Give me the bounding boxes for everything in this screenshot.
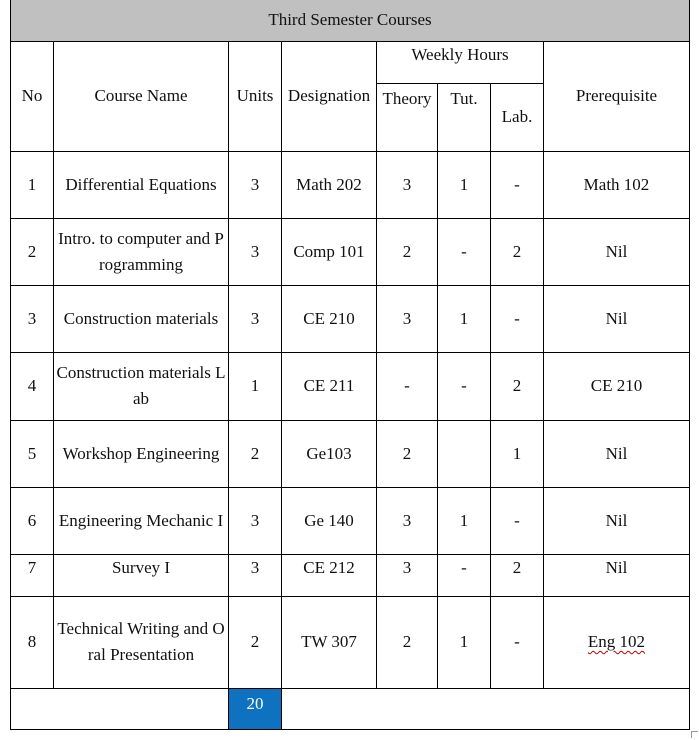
header-prerequisite: Prerequisite — [544, 41, 690, 151]
header-lab: Lab. — [491, 83, 544, 151]
header-weekly-hours: Weekly Hours — [377, 41, 544, 83]
table-row — [11, 596, 690, 688]
cell-course-name: Intro. to computer and Programming — [54, 218, 229, 285]
cell-course-name[interactable]: Construction materials Lab — [54, 352, 229, 420]
table-row — [11, 554, 690, 596]
cell-prerequisite — [544, 596, 690, 688]
table-row — [11, 352, 690, 420]
cell-no: 4 — [11, 352, 54, 420]
cell-tut: 1 — [438, 487, 491, 554]
table-title: Third Semester Courses — [11, 0, 690, 41]
cell-prerequisite: CE 210 — [544, 352, 690, 420]
cell-theory: 3 — [377, 151, 438, 218]
cell-lab: - — [491, 487, 544, 554]
cell-prerequisite: Nil — [544, 554, 690, 596]
cell-course-name: Construction materials — [54, 285, 229, 352]
cell-lab: - — [491, 151, 544, 218]
cell-tut: - — [438, 218, 491, 285]
cell-no: 2 — [11, 218, 54, 285]
header-course-name: Course Name — [54, 41, 229, 151]
cell-theory: 3 — [377, 554, 438, 596]
misspelled-word[interactable]: Eng 102 — [587, 632, 646, 651]
table-row — [11, 218, 690, 285]
cell-no: 8 — [11, 596, 54, 688]
cell-units: 3 — [229, 151, 282, 218]
total-label-empty — [11, 688, 229, 729]
cell-theory: 3 — [377, 285, 438, 352]
cell-units: 1 — [229, 352, 282, 420]
cell-lab: - — [491, 285, 544, 352]
cell-prerequisite: Nil — [544, 420, 690, 487]
cell-tut: - — [438, 352, 491, 420]
cell-no: 5 — [11, 420, 54, 487]
cell-lab: - — [491, 596, 544, 688]
cell-units: 3 — [229, 218, 282, 285]
cell-prerequisite: Nil — [544, 285, 690, 352]
cell-designation: TW 307 — [282, 596, 377, 688]
cell-designation: Ge103 — [282, 420, 377, 487]
cell-prerequisite: Nil — [544, 487, 690, 554]
cell-course-name: Technical Writing and Oral Presentation — [54, 596, 229, 688]
cell-no: 3 — [11, 285, 54, 352]
cell-units: 3 — [229, 285, 282, 352]
cell-units: 3 — [229, 554, 282, 596]
cell-theory: 2 — [377, 596, 438, 688]
cell-prerequisite: Math 102 — [544, 151, 690, 218]
cell-tut: - — [438, 554, 491, 596]
cell-theory: 2 — [377, 218, 438, 285]
cell-course-name: Survey I — [54, 554, 229, 596]
total-units-cell[interactable]: 20 — [229, 688, 282, 729]
header-designation: Designation — [282, 41, 377, 151]
header-tut: Tut. — [438, 83, 491, 151]
table-row — [11, 420, 690, 487]
cell-designation: Math 202 — [282, 151, 377, 218]
cell-lab: 2 — [491, 554, 544, 596]
cell-lab: 2 — [491, 218, 544, 285]
cell-units: 2 — [229, 420, 282, 487]
cell-theory: - — [377, 352, 438, 420]
cell-designation: CE 211 — [282, 352, 377, 420]
cell-designation: Ge 140 — [282, 487, 377, 554]
cell-course-name: Engineering Mechanic I — [54, 487, 229, 554]
cell-units: 3 — [229, 487, 282, 554]
page-corner-mark — [691, 731, 698, 738]
cell-no: 7 — [11, 554, 54, 596]
cell-course-name: Differential Equations — [54, 151, 229, 218]
cell-no: 6 — [11, 487, 54, 554]
header-no: No — [11, 41, 54, 151]
cell-tut — [438, 420, 491, 487]
cell-prerequisite: Nil — [544, 218, 690, 285]
table-row — [11, 285, 690, 352]
header-theory: Theory — [377, 83, 438, 151]
cell-tut: 1 — [438, 596, 491, 688]
cell-theory: 2 — [377, 420, 438, 487]
cell-theory: 3 — [377, 487, 438, 554]
cell-designation: CE 210 — [282, 285, 377, 352]
cell-tut: 1 — [438, 285, 491, 352]
cell-designation: CE 212 — [282, 554, 377, 596]
total-row — [11, 688, 690, 729]
cell-tut: 1 — [438, 151, 491, 218]
cell-designation: Comp 101 — [282, 218, 377, 285]
cell-no: 1 — [11, 151, 54, 218]
table-row — [11, 151, 690, 218]
header-units: Units — [229, 41, 282, 151]
cell-lab: 2 — [491, 352, 544, 420]
courses-table — [10, 0, 690, 730]
cell-course-name: Workshop Engineering — [54, 420, 229, 487]
cell-units: 2 — [229, 596, 282, 688]
table-row — [11, 487, 690, 554]
total-rest-empty — [282, 688, 690, 729]
cell-lab: 1 — [491, 420, 544, 487]
